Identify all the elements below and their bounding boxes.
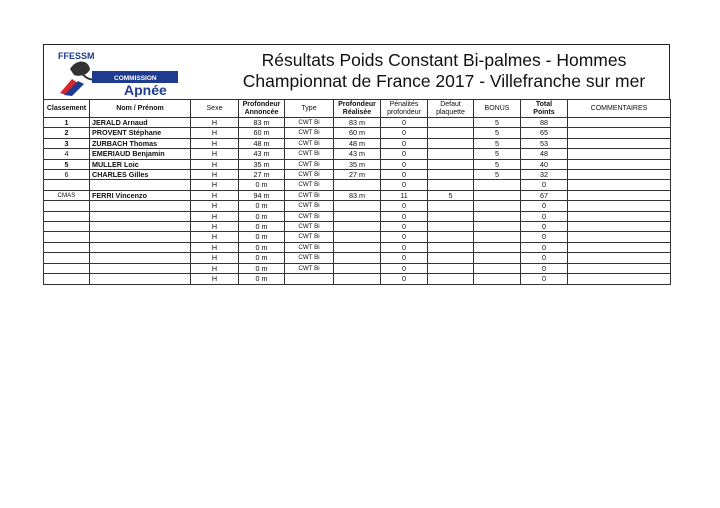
cell-prof-annoncee: 0 m (239, 232, 285, 242)
cell-total: 0 (521, 232, 568, 242)
cell-defaut (428, 274, 474, 284)
cell-type: CWT Bi (285, 242, 334, 252)
cell-total: 48 (521, 149, 568, 159)
cell-comment (568, 232, 671, 242)
cell-prof-realisee: 48 m (334, 138, 381, 148)
cell-name: JERALD Arnaud (90, 118, 191, 128)
cell-sexe: H (191, 138, 239, 148)
table-row (44, 128, 671, 138)
cell-prof-annoncee: 43 m (239, 149, 285, 159)
cell-penalites: 0 (381, 138, 428, 148)
cell-total: 88 (521, 118, 568, 128)
cell-sexe: H (191, 149, 239, 159)
cell-total: 53 (521, 138, 568, 148)
cell-defaut (428, 253, 474, 263)
col-total: Total Points (521, 100, 568, 118)
cell-rank: 3 (44, 138, 90, 148)
cell-prof-realisee: 43 m (334, 149, 381, 159)
cell-prof-realisee (334, 180, 381, 190)
cell-prof-realisee (334, 222, 381, 232)
cell-bonus: 5 (474, 138, 521, 148)
cell-prof-realisee (334, 201, 381, 211)
table-row (44, 211, 671, 221)
cell-type (285, 274, 334, 284)
cell-penalites: 0 (381, 242, 428, 252)
cell-type: CWT Bi (285, 222, 334, 232)
cell-name (90, 253, 191, 263)
cell-defaut (428, 128, 474, 138)
cell-rank: 1 (44, 118, 90, 128)
cell-name: CHARLES Gilles (90, 170, 191, 180)
cell-bonus: 5 (474, 170, 521, 180)
cell-sexe: H (191, 201, 239, 211)
cell-bonus (474, 253, 521, 263)
svg-text:Apnée: Apnée (124, 82, 167, 97)
cell-prof-annoncee: 0 m (239, 201, 285, 211)
cell-penalites: 0 (381, 201, 428, 211)
cell-prof-realisee: 83 m (334, 190, 381, 200)
cell-bonus (474, 242, 521, 252)
cell-comment (568, 222, 671, 232)
cell-prof-annoncee: 0 m (239, 222, 285, 232)
cell-prof-annoncee: 48 m (239, 138, 285, 148)
cell-rank: 2 (44, 128, 90, 138)
table-row (44, 222, 671, 232)
table-row (44, 253, 671, 263)
cell-prof-realisee (334, 211, 381, 221)
cell-prof-annoncee: 60 m (239, 128, 285, 138)
cell-prof-realisee (334, 253, 381, 263)
cell-comment (568, 274, 671, 284)
cell-defaut (428, 180, 474, 190)
cell-defaut (428, 118, 474, 128)
cell-prof-realisee: 83 m (334, 118, 381, 128)
cell-name (90, 232, 191, 242)
svg-text:COMMISSION: COMMISSION (114, 75, 157, 82)
table-row (44, 232, 671, 242)
cell-prof-annoncee: 0 m (239, 242, 285, 252)
cell-penalites: 0 (381, 180, 428, 190)
results-sheet (43, 44, 670, 284)
cell-penalites: 0 (381, 159, 428, 169)
col-nom: Nom / Prénom (90, 100, 191, 118)
col-defaut: Defaut plaquette (428, 100, 474, 118)
table-header-row (44, 100, 671, 118)
cell-comment (568, 170, 671, 180)
cell-type: CWT Bi (285, 118, 334, 128)
col-prof-realisee: Profondeur Réalisée (334, 100, 381, 118)
cell-defaut (428, 138, 474, 148)
cell-name: ZURBACH Thomas (90, 138, 191, 148)
cell-total: 0 (521, 201, 568, 211)
page-subtitle: Championnat de France 2017 - Villefranche sur mer (242, 71, 646, 91)
cell-rank (44, 253, 90, 263)
cell-bonus (474, 222, 521, 232)
cell-defaut (428, 149, 474, 159)
cell-rank (44, 242, 90, 252)
cell-type: CWT Bi (285, 232, 334, 242)
cell-name (90, 263, 191, 273)
col-sexe: Sexe (191, 100, 239, 118)
cell-type: CWT Bi (285, 128, 334, 138)
results-table (43, 99, 671, 285)
cell-penalites: 0 (381, 128, 428, 138)
table-row (44, 190, 671, 200)
table-row (44, 170, 671, 180)
cell-name: FERRI Vincenzo (90, 190, 191, 200)
ffessm-apnee-logo (54, 49, 182, 97)
cell-type: CWT Bi (285, 159, 334, 169)
cell-prof-realisee (334, 242, 381, 252)
table-row (44, 180, 671, 190)
cell-name (90, 201, 191, 211)
cell-penalites: 0 (381, 253, 428, 263)
cell-bonus: 5 (474, 149, 521, 159)
cell-comment (568, 201, 671, 211)
table-row (44, 263, 671, 273)
cell-name (90, 211, 191, 221)
cell-rank (44, 201, 90, 211)
cell-type: CWT Bi (285, 263, 334, 273)
cell-sexe: H (191, 274, 239, 284)
cell-name (90, 180, 191, 190)
cell-bonus (474, 232, 521, 242)
cell-name (90, 222, 191, 232)
cell-bonus (474, 190, 521, 200)
col-prof-annoncee: Profondeur Annoncée (239, 100, 285, 118)
cell-comment (568, 190, 671, 200)
cell-total: 0 (521, 274, 568, 284)
cell-sexe: H (191, 128, 239, 138)
cell-sexe: H (191, 222, 239, 232)
cell-comment (568, 242, 671, 252)
cell-penalites: 0 (381, 232, 428, 242)
cell-defaut (428, 170, 474, 180)
cell-penalites: 0 (381, 149, 428, 159)
cell-comment (568, 211, 671, 221)
cell-total: 0 (521, 253, 568, 263)
header-box (43, 44, 670, 99)
cell-sexe: H (191, 159, 239, 169)
cell-name: EMERIAUD Benjamin (90, 149, 191, 159)
cell-prof-realisee: 35 m (334, 159, 381, 169)
cell-rank: 6 (44, 170, 90, 180)
cell-comment (568, 118, 671, 128)
cell-prof-annoncee: 0 m (239, 211, 285, 221)
cell-name (90, 274, 191, 284)
col-penalites: Pénalités profondeur (381, 100, 428, 118)
cell-total: 0 (521, 180, 568, 190)
cell-defaut (428, 211, 474, 221)
col-bonus: BONUS (474, 100, 521, 118)
cell-prof-realisee (334, 263, 381, 273)
cell-rank (44, 222, 90, 232)
cell-rank: 5 (44, 159, 90, 169)
cell-rank (44, 180, 90, 190)
cell-penalites: 0 (381, 222, 428, 232)
cell-bonus (474, 274, 521, 284)
cell-penalites: 0 (381, 274, 428, 284)
cell-prof-annoncee: 35 m (239, 159, 285, 169)
col-classement: Classement (44, 100, 90, 118)
cell-type: CWT Bi (285, 253, 334, 263)
cell-name: PROVENT Stéphane (90, 128, 191, 138)
cell-type: CWT Bi (285, 170, 334, 180)
cell-comment (568, 159, 671, 169)
cell-type: CWT Bi (285, 190, 334, 200)
cell-penalites: 0 (381, 118, 428, 128)
cell-sexe: H (191, 263, 239, 273)
table-row (44, 201, 671, 211)
cell-penalites: 0 (381, 170, 428, 180)
cell-rank (44, 211, 90, 221)
cell-rank (44, 274, 90, 284)
cell-prof-annoncee: 0 m (239, 263, 285, 273)
cell-comment (568, 253, 671, 263)
cell-sexe: H (191, 170, 239, 180)
cell-rank (44, 263, 90, 273)
col-type: Type (285, 100, 334, 118)
cell-prof-realisee: 27 m (334, 170, 381, 180)
cell-total: 0 (521, 263, 568, 273)
cell-name: MULLER Loic (90, 159, 191, 169)
svg-text:FFESSM: FFESSM (58, 51, 95, 61)
cell-penalites: 0 (381, 263, 428, 273)
cell-total: 32 (521, 170, 568, 180)
cell-sexe: H (191, 118, 239, 128)
page-title: Résultats Poids Constant Bi-palmes - Hommes (261, 50, 627, 70)
cell-defaut (428, 232, 474, 242)
cell-comment (568, 180, 671, 190)
cell-prof-annoncee: 27 m (239, 170, 285, 180)
cell-total: 0 (521, 242, 568, 252)
cell-sexe: H (191, 211, 239, 221)
cell-comment (568, 128, 671, 138)
table-row (44, 138, 671, 148)
table-row (44, 242, 671, 252)
cell-defaut (428, 263, 474, 273)
cell-defaut (428, 242, 474, 252)
cell-bonus: 5 (474, 128, 521, 138)
cell-total: 65 (521, 128, 568, 138)
col-commentaires: COMMENTAIRES (568, 100, 671, 118)
table-row (44, 118, 671, 128)
results-body (44, 118, 671, 285)
cell-prof-realisee: 60 m (334, 128, 381, 138)
cell-name (90, 242, 191, 252)
table-row (44, 149, 671, 159)
cell-prof-annoncee: 0 m (239, 180, 285, 190)
cell-sexe: H (191, 180, 239, 190)
cell-bonus (474, 211, 521, 221)
cell-prof-realisee (334, 232, 381, 242)
cell-sexe: H (191, 253, 239, 263)
cell-type: CWT Bi (285, 211, 334, 221)
cell-sexe: H (191, 242, 239, 252)
cell-defaut (428, 159, 474, 169)
cell-total: 40 (521, 159, 568, 169)
cell-total: 0 (521, 222, 568, 232)
cell-defaut (428, 201, 474, 211)
table-row (44, 159, 671, 169)
cell-rank: CMAS (44, 190, 90, 200)
cell-penalites: 11 (381, 190, 428, 200)
cell-prof-annoncee: 0 m (239, 253, 285, 263)
cell-penalites: 0 (381, 211, 428, 221)
cell-defaut: 5 (428, 190, 474, 200)
cell-comment (568, 149, 671, 159)
cell-bonus (474, 263, 521, 273)
cell-prof-annoncee: 0 m (239, 274, 285, 284)
cell-bonus (474, 180, 521, 190)
cell-total: 67 (521, 190, 568, 200)
cell-bonus (474, 201, 521, 211)
cell-type: CWT Bi (285, 149, 334, 159)
table-row (44, 274, 671, 284)
cell-prof-annoncee: 94 m (239, 190, 285, 200)
cell-bonus: 5 (474, 159, 521, 169)
cell-total: 0 (521, 211, 568, 221)
cell-rank: 4 (44, 149, 90, 159)
cell-comment (568, 263, 671, 273)
cell-type: CWT Bi (285, 201, 334, 211)
cell-rank (44, 232, 90, 242)
cell-prof-annoncee: 83 m (239, 118, 285, 128)
cell-type: CWT Bi (285, 180, 334, 190)
cell-sexe: H (191, 190, 239, 200)
cell-sexe: H (191, 232, 239, 242)
cell-comment (568, 138, 671, 148)
cell-type: CWT Bi (285, 138, 334, 148)
cell-prof-realisee (334, 274, 381, 284)
cell-defaut (428, 222, 474, 232)
cell-bonus: 5 (474, 118, 521, 128)
